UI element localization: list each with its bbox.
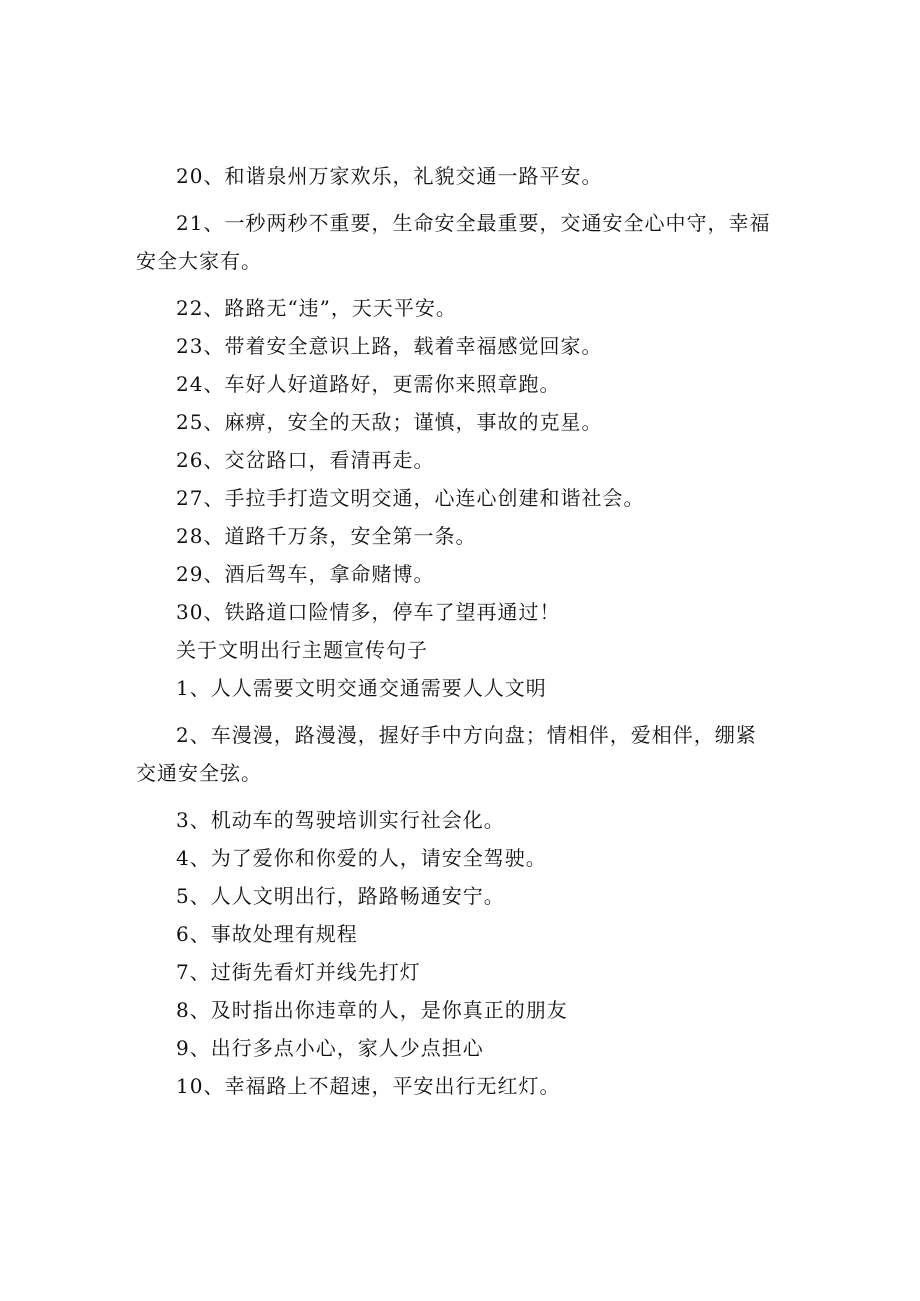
paragraph-30: 30、铁路道口险情多，停车了望再通过！ <box>176 600 561 624</box>
document-body <box>136 166 776 1114</box>
section-heading: 关于文明出行主题宣传句子 <box>176 638 428 662</box>
paragraph-3: 3、机动车的驾驶培训实行社会化。 <box>176 808 505 832</box>
paragraph-10: 10、幸福路上不超速，平安出行无红灯。 <box>176 1074 561 1098</box>
paragraph-22: 22、路路无“违”，天天平安。 <box>176 296 457 320</box>
paragraph-4: 4、为了爱你和你爱的人，请安全驾驶。 <box>176 846 547 870</box>
paragraph-25: 25、麻痹，安全的天敌；谨慎，事故的克星。 <box>176 410 603 434</box>
paragraph-2: 2、车漫漫，路漫漫，握好手中方向盘；情相伴，爱相伴，绷紧交通安全弦。 <box>136 723 757 785</box>
paragraph-1: 1、人人需要文明交通交通需要人人文明 <box>176 676 547 700</box>
paragraph-27: 27、手拉手打造文明交通，心连心创建和谐社会。 <box>176 486 645 510</box>
paragraph-20: 20、和谐泉州万家欢乐，礼貌交通一路平安。 <box>176 164 603 188</box>
paragraph-23: 23、带着安全意识上路，载着幸福感觉回家。 <box>176 334 603 358</box>
paragraph-9: 9、出行多点小心，家人少点担心 <box>176 1036 484 1060</box>
paragraph-8: 8、及时指出你违章的人，是你真正的朋友 <box>176 998 568 1022</box>
paragraph-21: 21、一秒两秒不重要，生命安全最重要，交通安全心中守，幸福安全大家有。 <box>136 211 771 273</box>
paragraph-7: 7、过街先看灯并线先打灯 <box>176 960 421 984</box>
paragraph-24: 24、车好人好道路好，更需你来照章跑。 <box>176 372 561 396</box>
paragraph-29: 29、酒后驾车，拿命赌博。 <box>176 562 435 586</box>
paragraph-6: 6、事故处理有规程 <box>176 922 358 946</box>
paragraph-5: 5、人人文明出行，路路畅通安宁。 <box>176 884 505 908</box>
paragraph-28: 28、道路千万条，安全第一条。 <box>176 524 477 548</box>
paragraph-26: 26、交岔路口，看清再走。 <box>176 448 435 472</box>
